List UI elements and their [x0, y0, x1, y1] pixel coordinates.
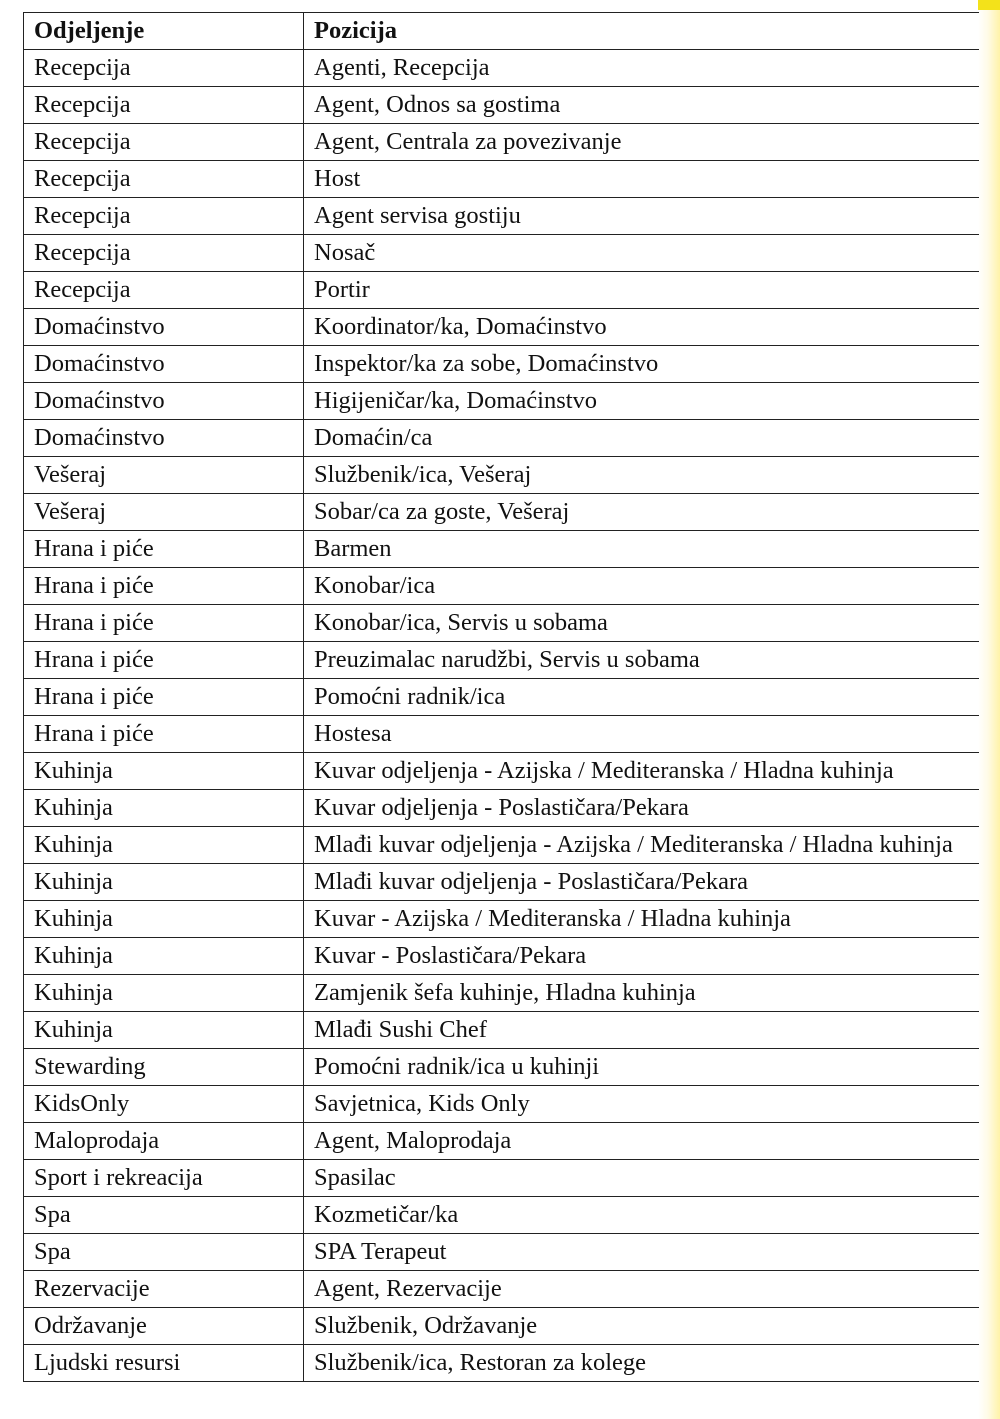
cell-pozicija: Službenik, Održavanje — [304, 1308, 979, 1345]
cell-pozicija: Higijeničar/ka, Domaćinstvo — [304, 383, 979, 420]
cell-pozicija: Kuvar odjeljenja - Poslastičara/Pekara — [304, 790, 979, 827]
cell-pozicija: Zamjenik šefa kuhinje, Hladna kuhinja — [304, 975, 979, 1012]
cell-pozicija: Agent, Maloprodaja — [304, 1123, 979, 1160]
table-row — [24, 753, 979, 790]
cell-pozicija: Kuvar - Poslastičara/Pekara — [304, 938, 979, 975]
cell-odjeljenje: Recepcija — [24, 87, 304, 124]
table-row — [24, 1012, 979, 1049]
cell-odjeljenje: Kuhinja — [24, 790, 304, 827]
cell-pozicija: Agent servisa gostiju — [304, 198, 979, 235]
cell-pozicija: Mlađi kuvar odjeljenja - Poslastičara/Pekara — [304, 864, 979, 901]
cell-odjeljenje: Recepcija — [24, 161, 304, 198]
table-body — [24, 50, 979, 1382]
cell-odjeljenje: Domaćinstvo — [24, 383, 304, 420]
table-row — [24, 1234, 979, 1271]
cell-pozicija: SPA Terapeut — [304, 1234, 979, 1271]
table-row — [24, 235, 979, 272]
cell-odjeljenje: Stewarding — [24, 1049, 304, 1086]
table-row — [24, 1271, 979, 1308]
cell-pozicija: Spasilac — [304, 1160, 979, 1197]
table-row — [24, 87, 979, 124]
positions-table — [23, 12, 979, 1382]
yellow-edge-decoration — [978, 0, 1000, 1419]
table-row — [24, 124, 979, 161]
table-row — [24, 975, 979, 1012]
header-odjeljenje: Odjeljenje — [24, 13, 304, 50]
cell-odjeljenje: Hrana i piće — [24, 605, 304, 642]
table-row — [24, 1049, 979, 1086]
cell-pozicija: Kuvar odjeljenja - Azijska / Mediteranska / Hladna kuhinja — [304, 753, 979, 790]
cell-pozicija: Kuvar - Azijska / Mediteranska / Hladna kuhinja — [304, 901, 979, 938]
table-row — [24, 1197, 979, 1234]
table-row — [24, 790, 979, 827]
table-row — [24, 1086, 979, 1123]
cell-pozicija: Inspektor/ka za sobe, Domaćinstvo — [304, 346, 979, 383]
header-pozicija: Pozicija — [304, 13, 979, 50]
table-row — [24, 827, 979, 864]
table-row — [24, 383, 979, 420]
cell-odjeljenje: Spa — [24, 1197, 304, 1234]
cell-pozicija: Kozmetičar/ka — [304, 1197, 979, 1234]
cell-odjeljenje: Domaćinstvo — [24, 309, 304, 346]
cell-odjeljenje: Kuhinja — [24, 975, 304, 1012]
cell-odjeljenje: Sport i rekreacija — [24, 1160, 304, 1197]
cell-pozicija: Agenti, Recepcija — [304, 50, 979, 87]
cell-pozicija: Agent, Odnos sa gostima — [304, 87, 979, 124]
cell-pozicija: Mlađi kuvar odjeljenja - Azijska / Mediteranska / Hladna kuhinja — [304, 827, 979, 864]
table-row — [24, 864, 979, 901]
table-row — [24, 642, 979, 679]
table-row — [24, 938, 979, 975]
cell-odjeljenje: Recepcija — [24, 272, 304, 309]
cell-odjeljenje: Recepcija — [24, 50, 304, 87]
cell-pozicija: Portir — [304, 272, 979, 309]
cell-pozicija: Host — [304, 161, 979, 198]
cell-pozicija: Sobar/ca za goste, Vešeraj — [304, 494, 979, 531]
table-row — [24, 716, 979, 753]
cell-odjeljenje: Kuhinja — [24, 827, 304, 864]
cell-pozicija: Koordinator/ka, Domaćinstvo — [304, 309, 979, 346]
cell-odjeljenje: Rezervacije — [24, 1271, 304, 1308]
table-header-row — [24, 13, 979, 50]
cell-odjeljenje: Maloprodaja — [24, 1123, 304, 1160]
cell-odjeljenje: Spa — [24, 1234, 304, 1271]
cell-odjeljenje: Kuhinja — [24, 1012, 304, 1049]
table-row — [24, 494, 979, 531]
table-row — [24, 1160, 979, 1197]
table-row — [24, 531, 979, 568]
cell-pozicija: Konobar/ica — [304, 568, 979, 605]
table-row — [24, 272, 979, 309]
table-row — [24, 679, 979, 716]
cell-odjeljenje: Ljudski resursi — [24, 1345, 304, 1382]
cell-pozicija: Službenik/ica, Restoran za kolege — [304, 1345, 979, 1382]
table-row — [24, 161, 979, 198]
cell-odjeljenje: Kuhinja — [24, 753, 304, 790]
cell-pozicija: Konobar/ica, Servis u sobama — [304, 605, 979, 642]
cell-pozicija: Pomoćni radnik/ica u kuhinji — [304, 1049, 979, 1086]
cell-odjeljenje: Hrana i piće — [24, 679, 304, 716]
table-row — [24, 50, 979, 87]
yellow-corner-decoration — [978, 0, 1000, 10]
cell-pozicija: Savjetnica, Kids Only — [304, 1086, 979, 1123]
cell-odjeljenje: Recepcija — [24, 198, 304, 235]
table-row — [24, 198, 979, 235]
cell-odjeljenje: Recepcija — [24, 235, 304, 272]
cell-odjeljenje: Hrana i piće — [24, 642, 304, 679]
cell-odjeljenje: Hrana i piće — [24, 716, 304, 753]
cell-pozicija: Agent, Centrala za povezivanje — [304, 124, 979, 161]
table-row — [24, 420, 979, 457]
table-row — [24, 901, 979, 938]
cell-odjeljenje: KidsOnly — [24, 1086, 304, 1123]
cell-odjeljenje: Recepcija — [24, 124, 304, 161]
cell-pozicija: Službenik/ica, Vešeraj — [304, 457, 979, 494]
cell-pozicija: Nosač — [304, 235, 979, 272]
table-row — [24, 346, 979, 383]
cell-odjeljenje: Hrana i piće — [24, 568, 304, 605]
table-row — [24, 605, 979, 642]
table-row — [24, 1123, 979, 1160]
cell-odjeljenje: Kuhinja — [24, 938, 304, 975]
cell-odjeljenje: Vešeraj — [24, 494, 304, 531]
cell-odjeljenje: Domaćinstvo — [24, 346, 304, 383]
cell-pozicija: Hostesa — [304, 716, 979, 753]
cell-odjeljenje: Vešeraj — [24, 457, 304, 494]
cell-pozicija: Mlađi Sushi Chef — [304, 1012, 979, 1049]
cell-odjeljenje: Hrana i piće — [24, 531, 304, 568]
table-row — [24, 1345, 979, 1382]
table-row — [24, 568, 979, 605]
cell-pozicija: Preuzimalac narudžbi, Servis u sobama — [304, 642, 979, 679]
table-row — [24, 1308, 979, 1345]
cell-odjeljenje: Domaćinstvo — [24, 420, 304, 457]
table-row — [24, 309, 979, 346]
cell-pozicija: Pomoćni radnik/ica — [304, 679, 979, 716]
cell-odjeljenje: Kuhinja — [24, 901, 304, 938]
cell-pozicija: Barmen — [304, 531, 979, 568]
cell-odjeljenje: Održavanje — [24, 1308, 304, 1345]
cell-pozicija: Agent, Rezervacije — [304, 1271, 979, 1308]
cell-odjeljenje: Kuhinja — [24, 864, 304, 901]
table-row — [24, 457, 979, 494]
cell-pozicija: Domaćin/ca — [304, 420, 979, 457]
